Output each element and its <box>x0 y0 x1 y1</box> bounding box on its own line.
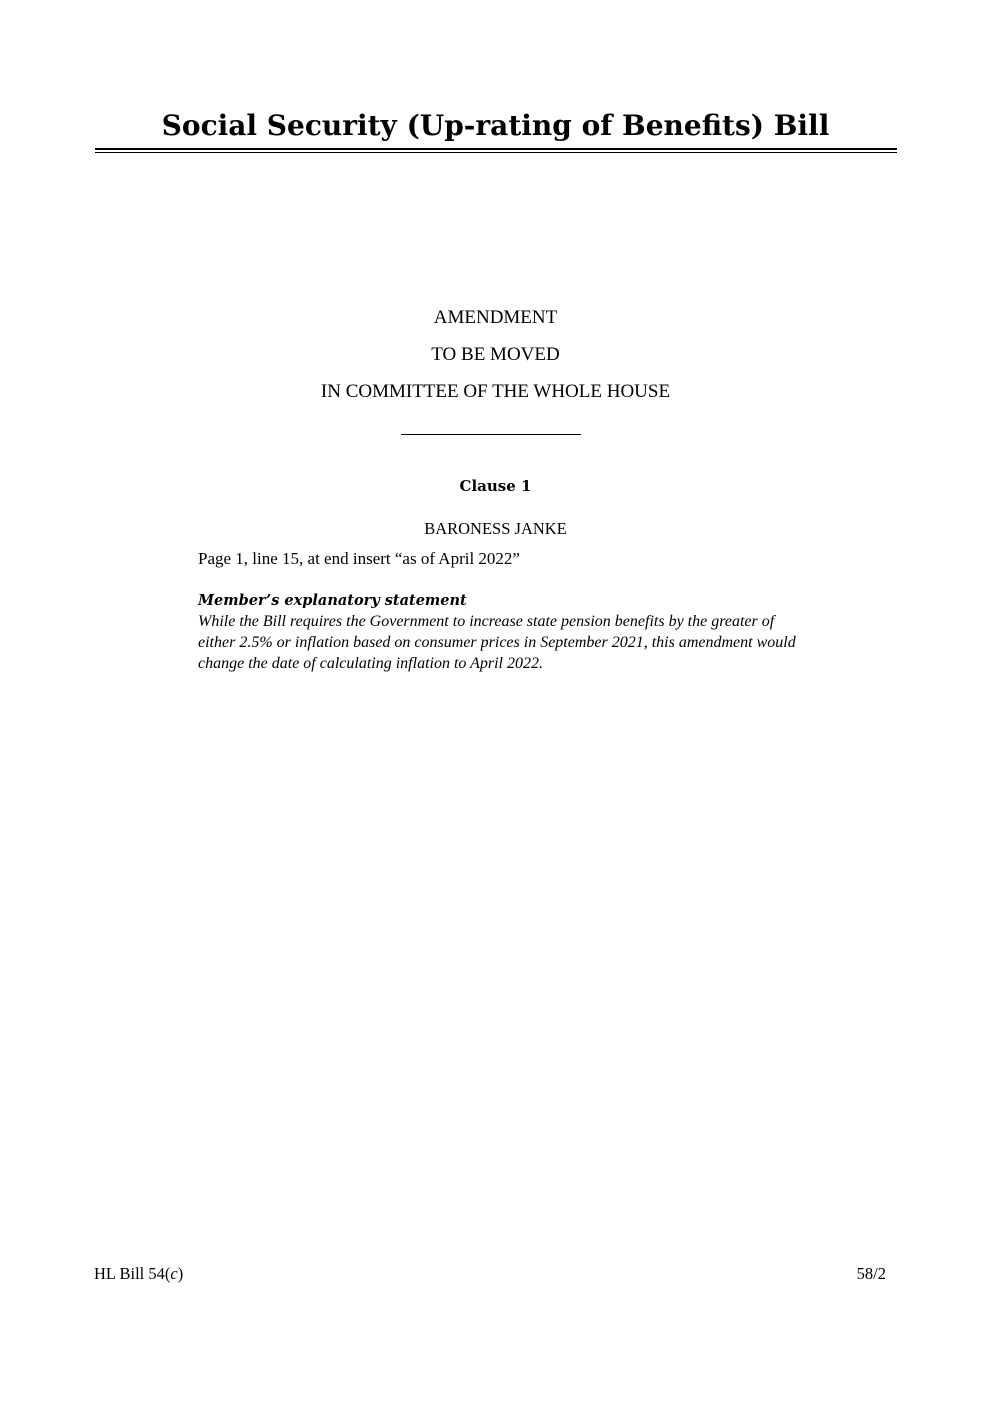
title-rule-thin <box>95 152 897 153</box>
heading-committee: IN COMMITTEE OF THE WHOLE HOUSE <box>320 381 671 402</box>
explanatory-statement-body <box>198 611 898 674</box>
heading-amendment: AMENDMENT <box>433 307 558 328</box>
bill-number <box>94 1264 183 1284</box>
title-rule-thick <box>95 148 897 150</box>
explanatory-statement-heading: Member’s explanatory statement <box>198 592 467 609</box>
bill-number-letter: c <box>170 1264 178 1283</box>
section-divider <box>401 434 581 435</box>
bill-title: Social Security (Up-rating of Benefits) Bill <box>161 109 830 142</box>
explanatory-statement-line: While the Bill requires the Government to increase state pension benefits by the greater of <box>198 613 775 630</box>
page-reference: 58/2 <box>856 1264 886 1283</box>
clause-heading: Clause 1 <box>459 477 532 495</box>
explanatory-statement-line: change the date of calculating inflation to April 2022. <box>198 655 543 672</box>
heading-to-be-moved: TO BE MOVED <box>431 344 560 365</box>
bill-number-suffix: ) <box>177 1264 184 1283</box>
bill-number-prefix: HL Bill 54( <box>94 1264 171 1283</box>
explanatory-statement-line: either 2.5% or inflation based on consumer prices in September 2021, this amendment would <box>198 634 796 651</box>
amendment-text: Page 1, line 15, at end insert “as of April 2022” <box>198 549 520 568</box>
member-name: BARONESS JANKE <box>424 519 567 538</box>
